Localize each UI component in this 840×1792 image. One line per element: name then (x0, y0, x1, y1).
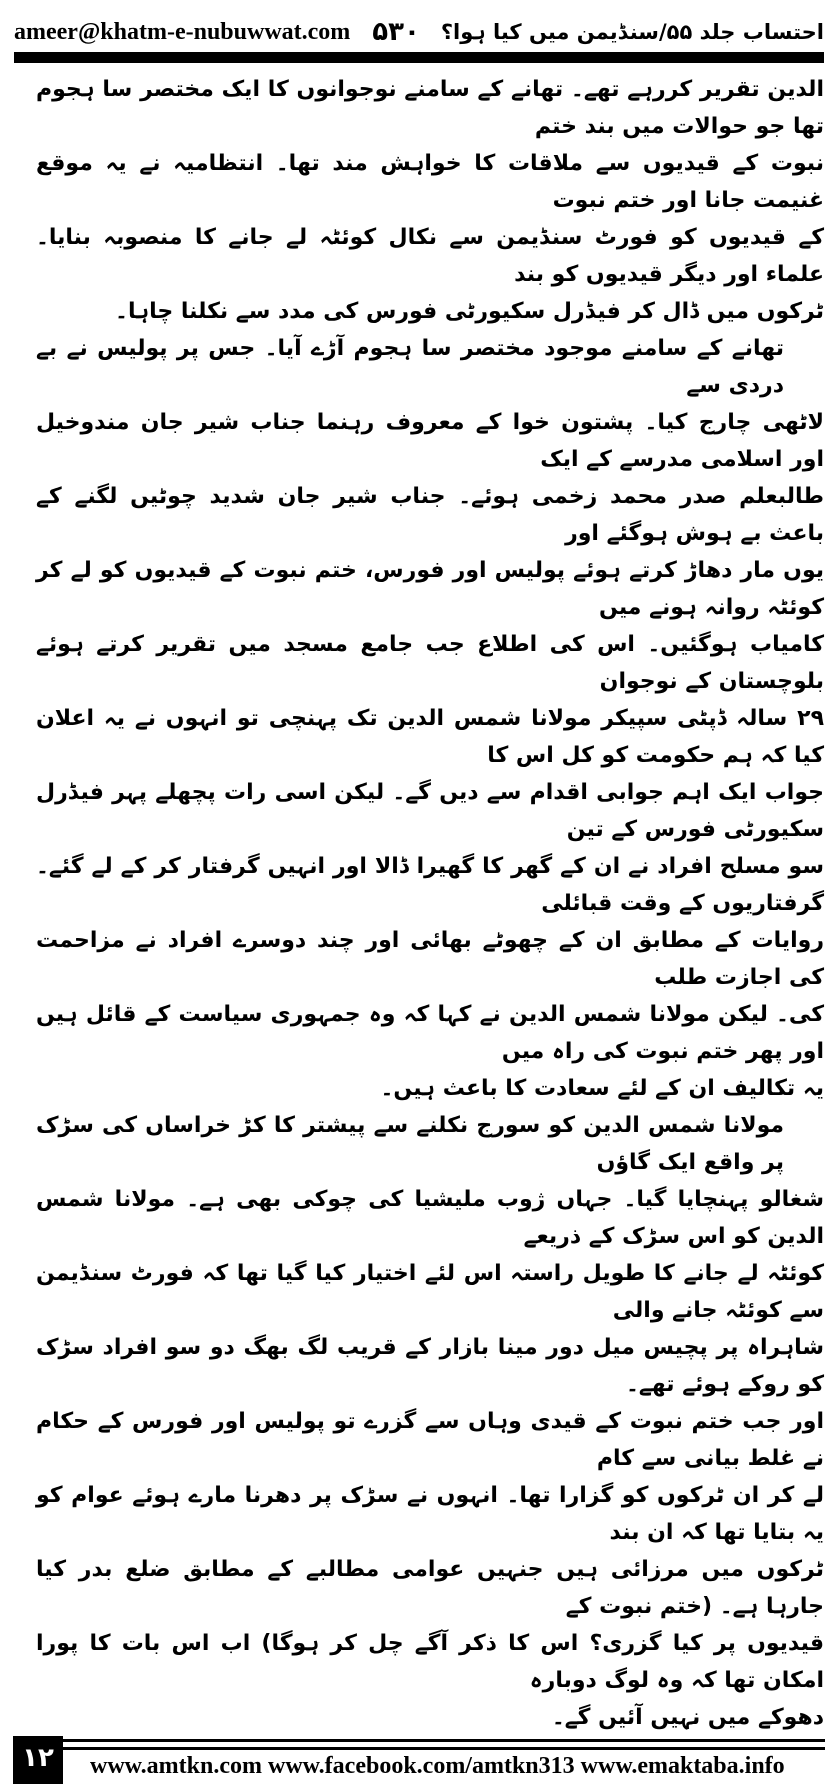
text-line: جواب ایک اہم جوابی اقدام سے دیں گے۔ لیکن اسی رات پچھلے پہر فیڈرل سکیورٹی فورس کے تین (36, 780, 824, 842)
text-line: روایات کے مطابق ان کے چھوٹے بھائی اور چند دوسرے افراد نے مزاحمت کی اجازت طلب (36, 928, 824, 990)
text-line: الدین تقریر کررہے تھے۔ تھانے کے سامنے نوجوانوں کا ایک مختصر سا ہجوم تھا جو حوالات میں بند ختم (36, 77, 824, 139)
text-line: قیدیوں پر کیا گزری؟ اس کا ذکر آگے چل کر ہوگا) اب اس بات کا پورا امکان تھا کہ وہ لوگ دوبارہ (36, 1631, 824, 1693)
footer-page-number: ۱۲ (13, 1736, 63, 1784)
text-line: نبوت کے قیدیوں سے ملاقات کا خواہش مند تھا۔ انتظامیہ نے یہ موقع غنیمت جانا اور ختم نبوت (36, 151, 824, 213)
text-line: کے قیدیوں کو فورٹ سنڈیمن سے نکال کوئٹہ لے جانے کا منصوبہ بنایا۔ علماء اور دیگر قیدیوں کو بند (36, 225, 824, 287)
header-page-number: ۵۳۰ (372, 17, 420, 47)
footer-links: www.amtkn.com www.facebook.com/amtkn313 www.emaktaba.info (90, 1753, 785, 1779)
body-text (36, 71, 824, 1736)
text-line: لاٹھی چارج کیا۔ پشتون خوا کے معروف رہنما جناب شیر جان مندوخیل اور اسلامی مدرسے کے ایک (36, 410, 824, 472)
footer-divider-top (63, 1739, 825, 1742)
text-line: کامیاب ہوگئیں۔ اس کی اطلاع جب جامع مسجد میں تقریر کرتے ہوئے بلوچستان کے نوجوان (36, 632, 824, 694)
header-email: ameer@khatm-e-nubuwwat.com (14, 18, 351, 45)
text-line: شاہراہ پر پچیس میل دور مینا بازار کے قریب لگ بھگ دو سو افراد سڑک کو روکے ہوئے تھے۔ (36, 1335, 824, 1397)
text-line: طالبعلم صدر محمد زخمی ہوئے۔ جناب شیر جان شدید چوٹیں لگنے کے باعث بے ہوش ہوگئے اور (36, 484, 824, 546)
text-line: ٹرکوں میں مرزائی ہیں جنہیں عوامی مطالبے کے مطابق ضلع بدر کیا جارہا ہے۔ (ختم نبوت کے (36, 1557, 824, 1619)
header-title: احتساب جلد ۵۵/سنڈیمن میں کیا ہوا؟ (440, 20, 824, 44)
text-line: یوں مار دھاڑ کرتے ہوئے پولیس اور فورس، ختم نبوت کے قیدیوں کو لے کر کوئٹہ روانہ ہونے میں (36, 558, 824, 620)
text-line: ۲۹ سالہ ڈپٹی سپیکر مولانا شمس الدین تک پہنچی تو انہوں نے یہ اعلان کیا کہ ہم حکومت کو کل اس کا (36, 706, 824, 768)
text-line: لے کر ان ٹرکوں کو گزارا تھا۔ انہوں نے سڑک پر دھرنا مارے ہوئے عوام کو یہ بتایا تھا کہ ان بند (36, 1483, 824, 1545)
text-line: اور جب ختم نبوت کے قیدی وہاں سے گزرے تو پولیس اور فورس کے حکام نے غلط بیانی سے کام (36, 1409, 824, 1471)
text-line: ٹرکوں میں ڈال کر فیڈرل سکیورٹی فورس کی مدد سے نکلنا چاہا۔ (115, 299, 824, 324)
text-line: کوئٹہ لے جانے کا طویل راستہ اس لئے اختیار کیا گیا تھا کہ فورٹ سنڈیمن سے کوئٹہ جانے والی (36, 1261, 824, 1323)
text-line: دھوکے میں نہیں آئیں گے۔ (551, 1705, 824, 1730)
page-footer (0, 1736, 840, 1792)
text-line: کی۔ لیکن مولانا شمس الدین نے کہا کہ وہ جمہوری سیاست کے قائل ہیں اور پھر ختم نبوت کی راہ میں (36, 1002, 824, 1064)
header-divider (14, 52, 824, 63)
text-line: مولانا شمس الدین کو سورج نکلنے سے پیشتر کا کڑ خراساں کی سڑک پر واقع ایک گاؤں (36, 1113, 784, 1175)
text-line: شغالو پہنچایا گیا۔ جہاں ژوب ملیشیا کی چوکی بھی ہے۔ مولانا شمس الدین کو اس سڑک کے ذریعے (36, 1187, 824, 1249)
text-line: یہ تکالیف ان کے لئے سعادت کا باعث ہیں۔ (380, 1076, 824, 1101)
text-line: تھانے کے سامنے موجود مختصر سا ہجوم آڑے آیا۔ جس پر پولیس نے بے دردی سے (36, 336, 784, 398)
footer-divider-bottom (63, 1747, 825, 1750)
page-header (14, 0, 824, 48)
text-line: سو مسلح افراد نے ان کے گھر کا گھیرا ڈالا اور انہیں گرفتار کر کے لے گئے۔ گرفتاریوں کے وقت قبائلی (36, 854, 824, 916)
header-left (14, 17, 420, 47)
body-container (0, 63, 840, 1736)
